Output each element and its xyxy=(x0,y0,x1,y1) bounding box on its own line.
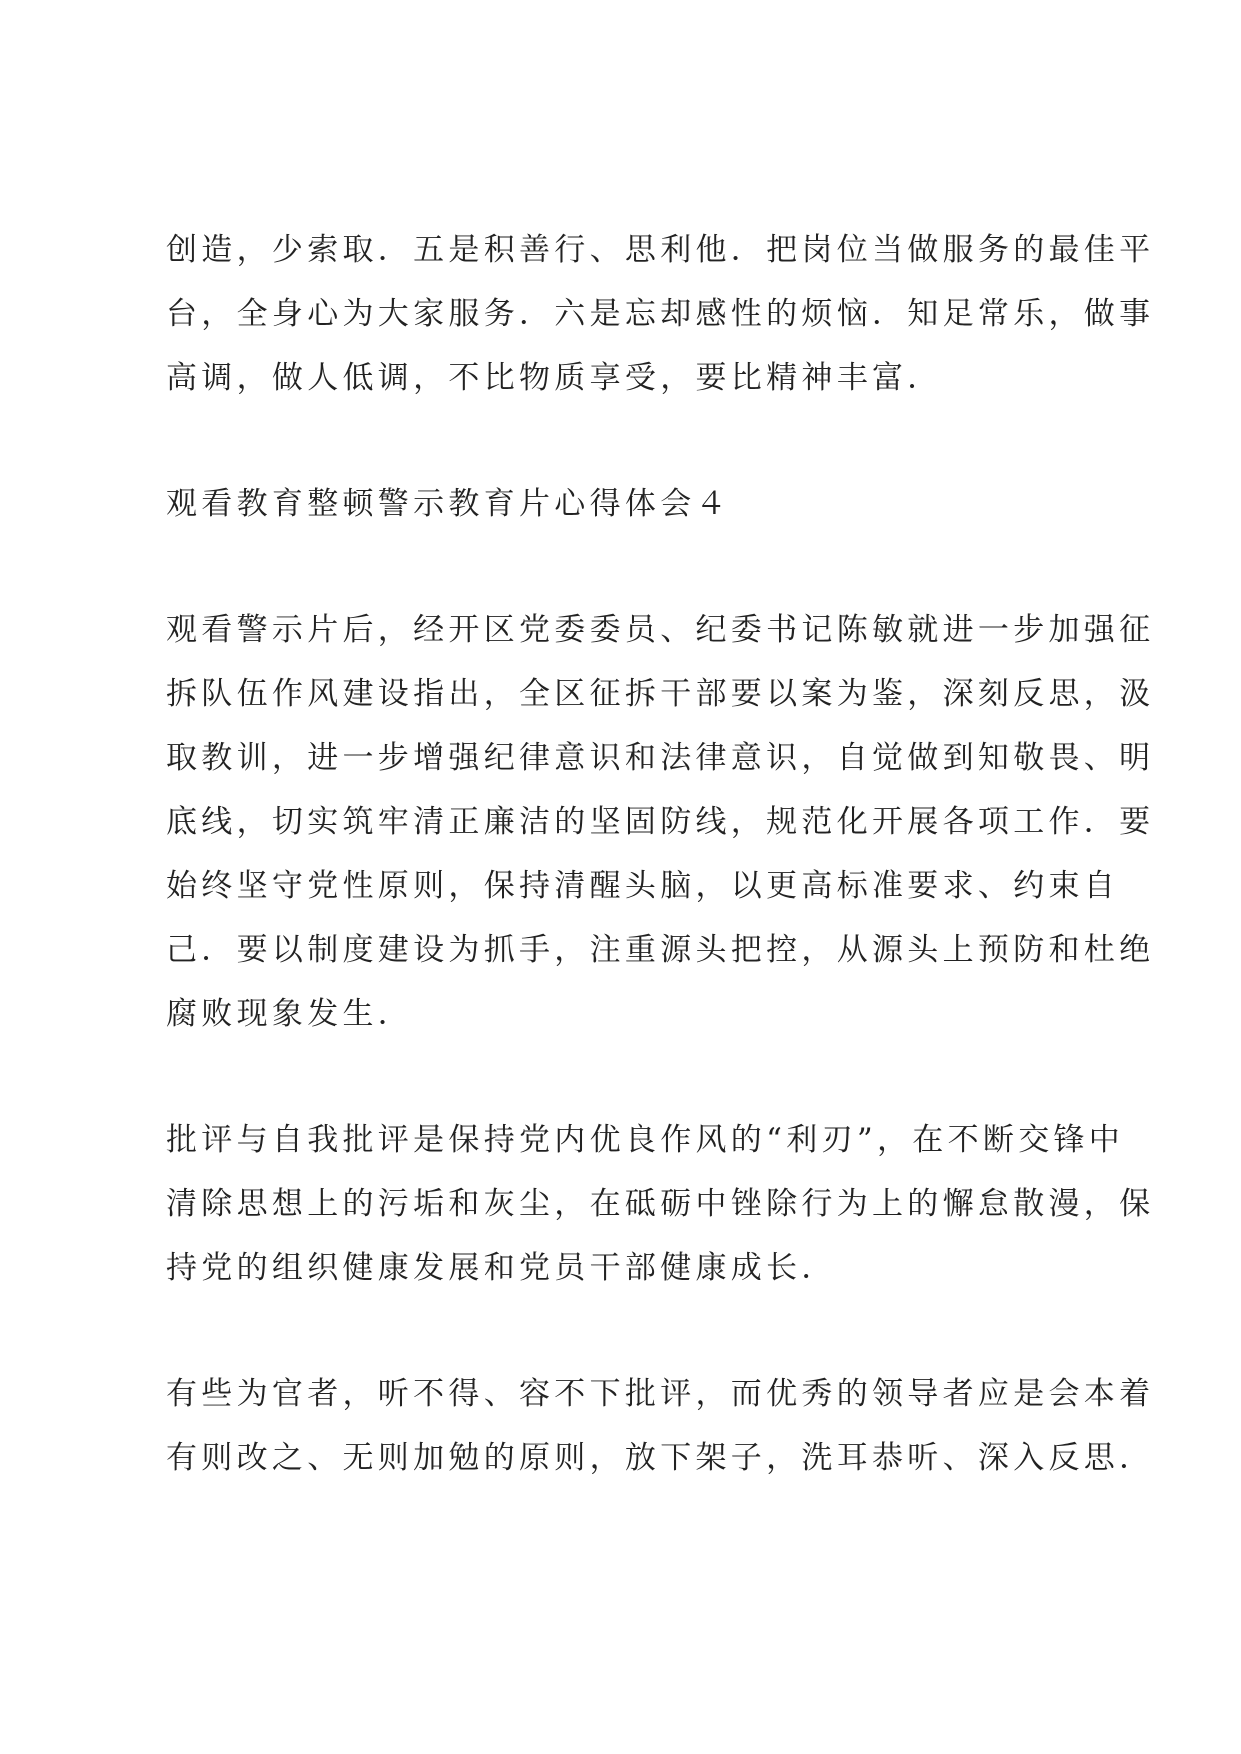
paragraph-1 xyxy=(166,218,1155,410)
text-line: 始终坚守党性原则，保持清醒头脑，以更高标准要求、约束自 xyxy=(166,868,1120,904)
section-heading: 观看教育整顿警示教育片心得体会４ xyxy=(166,486,731,522)
text-line: 己．要以制度建设为抓手，注重源头把控，从源头上预防和杜绝 xyxy=(166,932,1155,968)
paragraph-4 xyxy=(166,1362,1155,1490)
paragraph-3 xyxy=(166,1108,1155,1300)
text-line: 有则改之、无则加勉的原则，放下架子，洗耳恭听、深入反思． xyxy=(166,1440,1155,1476)
text-line: 有些为官者，听不得、容不下批评，而优秀的领导者应是会本着 xyxy=(166,1376,1155,1412)
text-line: 底线，切实筑牢清正廉洁的坚固防线，规范化开展各项工作．要 xyxy=(166,804,1155,840)
paragraph-2 xyxy=(166,598,1155,1046)
text-line: 清除思想上的污垢和灰尘，在砥砺中锉除行为上的懈怠散漫，保 xyxy=(166,1186,1155,1222)
document-body xyxy=(166,218,1155,1490)
text-line: 拆队伍作风建设指出，全区征拆干部要以案为鉴，深刻反思，汲 xyxy=(166,676,1155,712)
text-line: 批评与自我批评是保持党内优良作风的“利刃”，在不断交锋中 xyxy=(166,1122,1125,1158)
text-line: 创造，少索取．五是积善行、思利他．把岗位当做服务的最佳平 xyxy=(166,232,1155,268)
text-line: 取教训，进一步增强纪律意识和法律意识，自觉做到知敬畏、明 xyxy=(166,740,1155,776)
text-line: 台，全身心为大家服务．六是忘却感性的烦恼．知足常乐，做事 xyxy=(166,296,1155,332)
text-line: 持党的组织健康发展和党员干部健康成长． xyxy=(166,1250,837,1286)
text-line: 腐败现象发生． xyxy=(166,996,414,1032)
text-line: 观看警示片后，经开区党委委员、纪委书记陈敏就进一步加强征 xyxy=(166,612,1155,648)
text-line: 高调，做人低调，不比物质享受，要比精神丰富． xyxy=(166,360,943,396)
